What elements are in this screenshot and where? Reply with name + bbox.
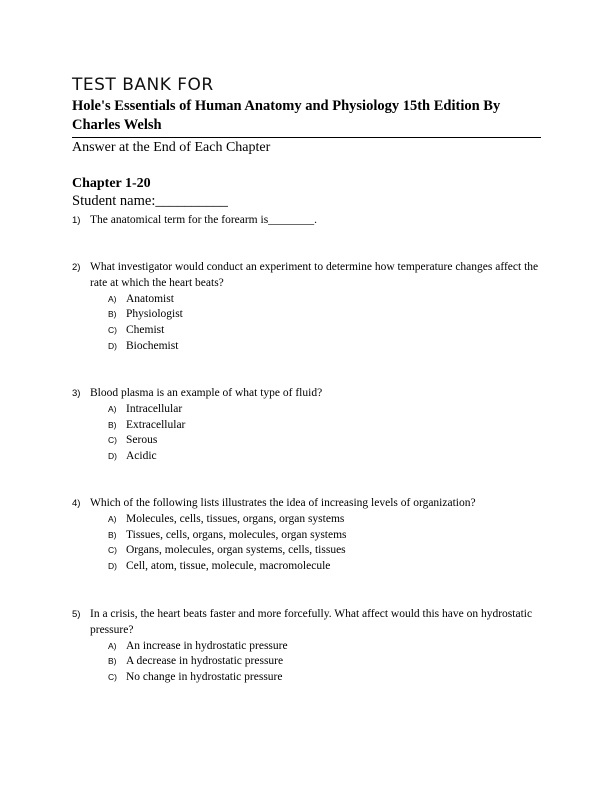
option-text: No change in hydrostatic pressure bbox=[126, 671, 283, 684]
answer-option bbox=[72, 307, 542, 323]
title-divider bbox=[72, 137, 541, 138]
book-title: Hole's Essentials of Human Anatomy and Physiology 15th Edition By Charles Welsh bbox=[72, 98, 501, 133]
question-number: 2) bbox=[72, 262, 81, 273]
answer-option bbox=[72, 449, 542, 465]
answer-option bbox=[72, 528, 542, 544]
question-2 bbox=[72, 260, 542, 355]
option-letter: D) bbox=[108, 561, 117, 572]
option-letter: D) bbox=[108, 451, 117, 462]
option-text: Acidic bbox=[126, 450, 157, 463]
option-letter: B) bbox=[108, 529, 117, 540]
option-letter: C) bbox=[108, 672, 117, 683]
option-text: Extracellular bbox=[126, 418, 186, 431]
test-bank-banner: TEST BANK FOR bbox=[72, 75, 214, 95]
option-text: Chemist bbox=[126, 324, 165, 337]
option-letter: A) bbox=[108, 640, 117, 651]
answer-option bbox=[72, 323, 542, 339]
student-name-field: Student name:__________ bbox=[72, 193, 228, 209]
option-text: Organs, molecules, organ systems, cells, tissues bbox=[126, 544, 346, 557]
answer-option bbox=[72, 543, 542, 559]
question-number: 1) bbox=[72, 215, 81, 226]
option-letter: D) bbox=[108, 340, 117, 351]
option-letter: A) bbox=[108, 293, 117, 304]
option-letter: A) bbox=[108, 403, 117, 414]
option-text: Physiologist bbox=[126, 308, 183, 321]
option-letter: B) bbox=[108, 656, 117, 667]
question-number: 4) bbox=[72, 498, 81, 509]
question-1 bbox=[72, 213, 542, 229]
option-text: Anatomist bbox=[126, 292, 174, 305]
answer-option bbox=[72, 402, 542, 418]
option-letter: B) bbox=[108, 419, 117, 430]
option-letter: B) bbox=[108, 309, 117, 320]
option-text: Biochemist bbox=[126, 339, 179, 352]
answer-option bbox=[72, 339, 542, 355]
option-letter: A) bbox=[108, 513, 117, 524]
question-5 bbox=[72, 607, 542, 686]
option-text: Molecules, cells, tissues, organs, organ systems bbox=[126, 512, 345, 525]
question-text: The anatomical term for the forearm is________. bbox=[90, 214, 318, 226]
question-text: Blood plasma is an example of what type of fluid? bbox=[90, 387, 323, 399]
question-text: Which of the following lists illustrates the idea of increasing levels of organization? bbox=[90, 497, 476, 509]
answer-option bbox=[72, 639, 542, 655]
document-subtitle: Answer at the End of Each Chapter bbox=[72, 140, 271, 155]
answer-option bbox=[72, 433, 542, 449]
answer-option bbox=[72, 559, 542, 575]
option-text: Intracellular bbox=[126, 402, 183, 415]
question-text: What investigator would conduct an experiment to determine how temperature changes affect the rate at which the heart beats? bbox=[90, 261, 539, 289]
question-number: 3) bbox=[72, 388, 81, 399]
option-text: A decrease in hydrostatic pressure bbox=[126, 655, 284, 668]
question-text: In a crisis, the heart beats faster and more forcefully. What affect would this have on hydrostatic pressure? bbox=[90, 608, 533, 636]
option-letter: C) bbox=[108, 545, 117, 556]
answer-options bbox=[72, 292, 542, 355]
option-text: Serous bbox=[126, 434, 158, 447]
option-letter: C) bbox=[108, 435, 117, 446]
answer-option bbox=[72, 418, 542, 434]
answer-options bbox=[72, 402, 542, 465]
answer-option bbox=[72, 512, 542, 528]
question-number: 5) bbox=[72, 609, 81, 620]
question-4 bbox=[72, 496, 542, 575]
answer-option bbox=[72, 670, 542, 686]
answer-option bbox=[72, 654, 542, 670]
option-letter: C) bbox=[108, 325, 117, 336]
answer-options bbox=[72, 512, 542, 575]
option-text: Cell, atom, tissue, molecule, macromolecule bbox=[126, 560, 331, 573]
chapter-heading: Chapter 1-20 bbox=[72, 176, 151, 191]
option-text: An increase in hydrostatic pressure bbox=[126, 639, 288, 652]
question-3 bbox=[72, 386, 542, 465]
answer-option bbox=[72, 292, 542, 308]
answer-options bbox=[72, 639, 542, 686]
option-text: Tissues, cells, organs, molecules, organ systems bbox=[126, 528, 347, 541]
